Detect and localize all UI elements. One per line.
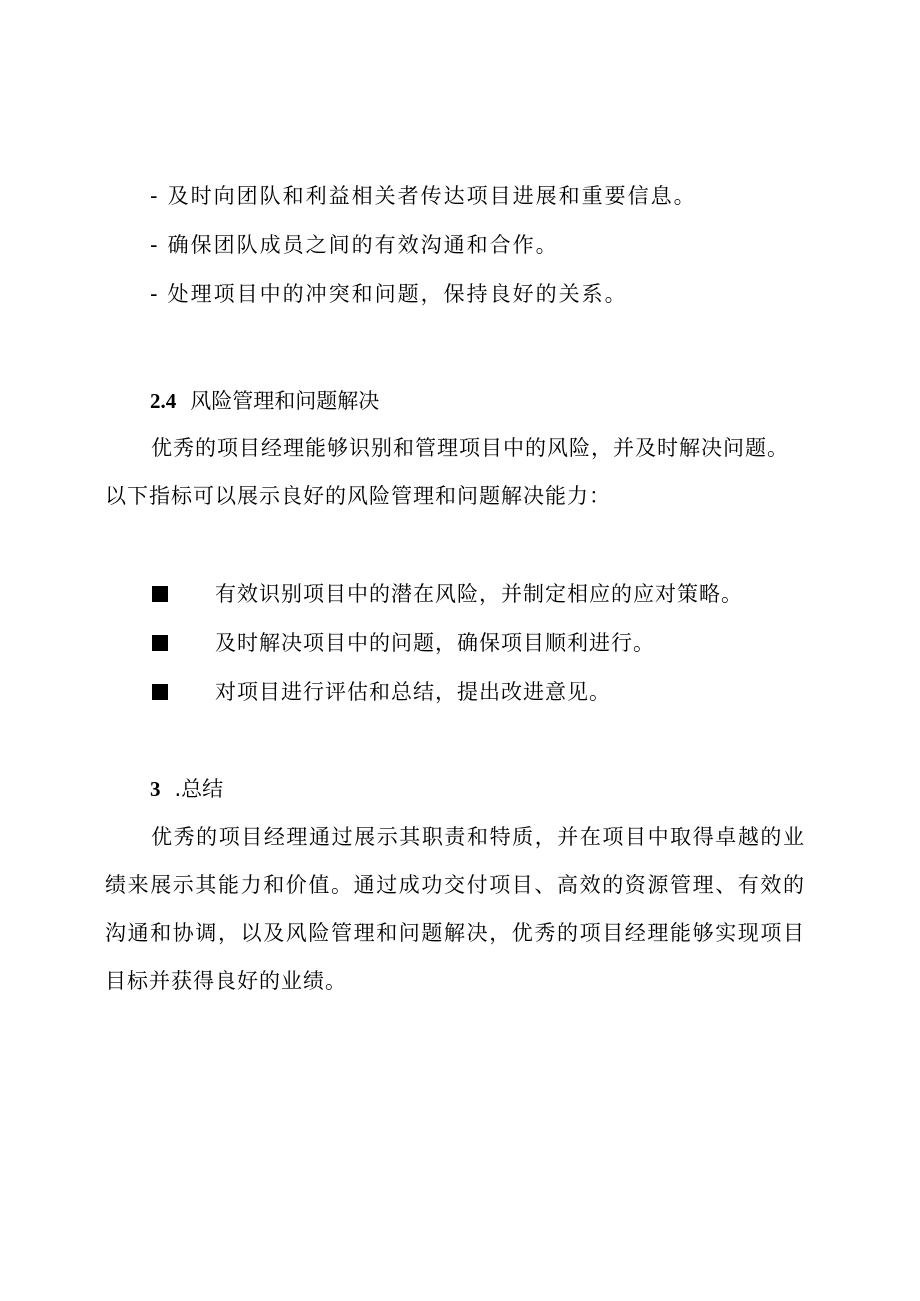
square-bullet-icon xyxy=(152,586,168,602)
dash-list-item xyxy=(150,280,628,308)
section-heading-3 xyxy=(150,775,223,803)
section-number: 3 xyxy=(150,777,161,801)
square-bullet-icon xyxy=(152,684,168,700)
section-paragraph-2-4: 优秀的项目经理能够识别和管理项目中的风险，并及时解决问题。以下指标可以展示良好的风险管理和问题解决能力： xyxy=(105,436,789,508)
section-title: .总结 xyxy=(174,777,224,801)
bullet-list-item xyxy=(152,580,743,608)
dash-marker: - xyxy=(150,233,160,257)
dash-marker: - xyxy=(150,282,160,306)
square-bullet-icon xyxy=(152,635,168,651)
section-number: 2.4 xyxy=(150,389,177,413)
dash-list-item xyxy=(150,231,559,259)
bullet-list-item xyxy=(152,629,655,657)
section-title: 风险管理和问题解决 xyxy=(190,389,380,413)
bullet-item-text: 及时解决项目中的问题，确保项目顺利进行。 xyxy=(215,631,655,655)
dash-list-item xyxy=(150,182,697,210)
bullet-item-text: 对项目进行评估和总结，提出改进意见。 xyxy=(215,680,611,704)
dash-item-text: 确保团队成员之间的有效沟通和合作。 xyxy=(167,233,559,257)
dash-item-text: 处理项目中的冲突和问题，保持良好的关系。 xyxy=(167,282,628,306)
bullet-item-text: 有效识别项目中的潜在风险，并制定相应的应对策略。 xyxy=(215,582,743,606)
dash-marker: - xyxy=(150,184,160,208)
section-paragraph-3: 优秀的项目经理通过展示其职责和特质，并在项目中取得卓越的业绩来展示其能力和价值。通过成功交付项目、高效的资源管理、有效的沟通和协调，以及风险管理和问题解决，优秀的项目经理能够实现项目目标并获得良好的业绩。 xyxy=(105,825,805,993)
dash-item-text: 及时向团队和利益相关者传达项目进展和重要信息。 xyxy=(167,184,697,208)
section-heading-2-4 xyxy=(150,387,379,415)
bullet-list-item xyxy=(152,678,611,706)
